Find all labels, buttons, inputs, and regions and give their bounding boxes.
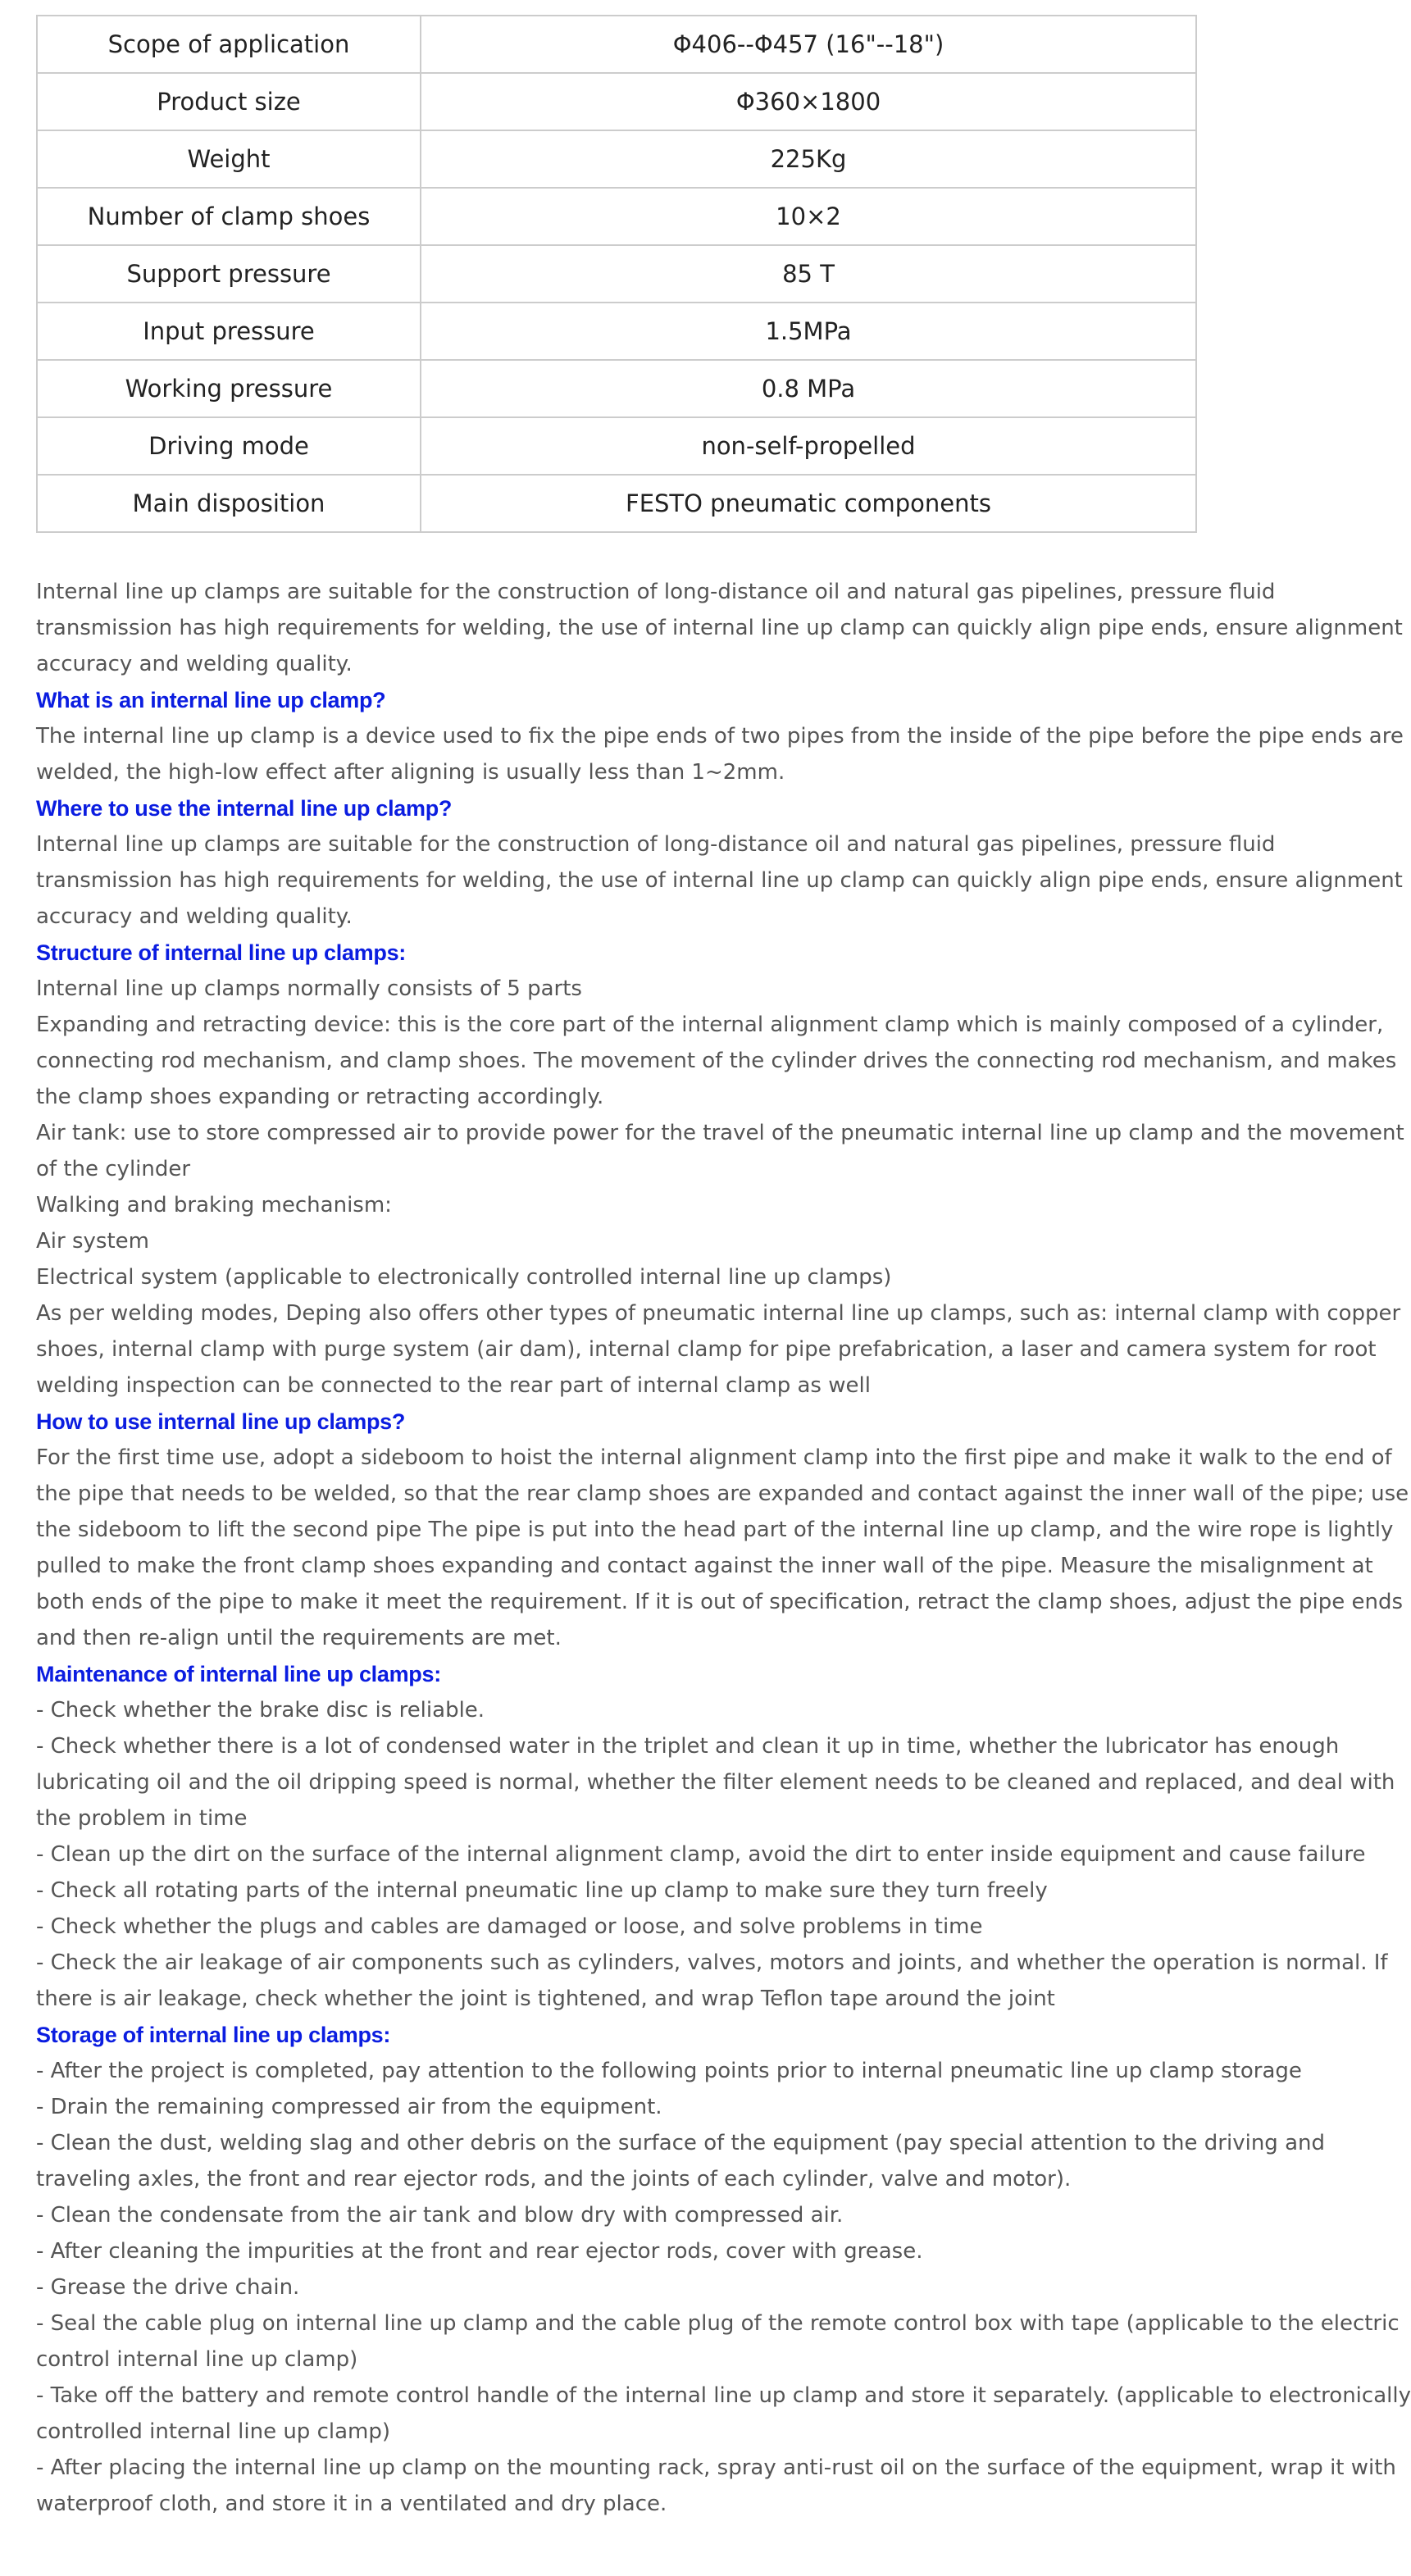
paragraph-line: The internal line up clamp is a device used to fix the pipe ends of two pipes from the inside of the pipe before the pipe ends are: [36, 724, 1404, 749]
paragraph-line: For the first time use, adopt a sideboom to hoist the internal alignment clamp into the first pipe and make it walk to the end of: [36, 1445, 1392, 1470]
spec-value: 225Kg: [421, 130, 1196, 188]
paragraph-line: - Drain the remaining compressed air from the equipment.: [36, 2095, 662, 2119]
spec-row: [37, 475, 1196, 532]
spec-label: Support pressure: [37, 245, 421, 303]
spec-row: [37, 73, 1196, 130]
spec-row: [37, 188, 1196, 245]
article-body: [36, 574, 1411, 2522]
paragraph-line: - After placing the internal line up clamp on the mounting rack, spray anti-rust oil on the surface of the equipment, wrap it with: [36, 2455, 1396, 2480]
paragraph-line: - Check whether the brake disc is reliable.: [36, 1698, 485, 1723]
paragraph-line: transmission has high requirements for welding, the use of internal line up clamp can quickly align pipe ends, ensure alignment: [36, 616, 1403, 640]
spec-value: 0.8 MPa: [421, 360, 1196, 417]
paragraph-line: lubricating oil and the oil dripping speed is normal, whether the filter element needs to be cleaned and replaced, and deal with: [36, 1770, 1395, 1795]
paragraph-line: Electrical system (applicable to electronically controlled internal line up clamps): [36, 1265, 892, 1290]
spec-value: 10×2: [421, 188, 1196, 245]
spec-value: Φ360×1800: [421, 73, 1196, 130]
paragraph-line: Air system: [36, 1229, 149, 1254]
section-heading: Maintenance of internal line up clamps:: [36, 1662, 441, 1686]
spec-row: [37, 130, 1196, 188]
paragraph-line: Air tank: use to store compressed air to provide power for the travel of the pneumatic internal line up clamp and the movement: [36, 1121, 1404, 1145]
spec-row: [37, 417, 1196, 475]
paragraph-line: accuracy and welding quality.: [36, 652, 353, 676]
section-heading: Storage of internal line up clamps:: [36, 2023, 391, 2047]
paragraph-line: the problem in time: [36, 1806, 248, 1831]
paragraph-line: - Clean the dust, welding slag and other debris on the surface of the equipment (pay special attention to the driving and: [36, 2131, 1325, 2155]
paragraph-line: Internal line up clamps are suitable for the construction of long-distance oil and natural gas pipelines, pressure fluid: [36, 832, 1276, 857]
paragraph-line: - Grease the drive chain.: [36, 2275, 300, 2300]
section-heading: What is an internal line up clamp?: [36, 688, 386, 712]
spec-label: Working pressure: [37, 360, 421, 417]
spec-row: [37, 16, 1196, 73]
paragraph-line: the sideboom to lift the second pipe The pipe is put into the head part of the internal line up clamp, and the wire rope is lightly: [36, 1518, 1394, 1542]
spec-table: [36, 15, 1197, 533]
paragraph-line: Expanding and retracting device: this is the core part of the internal alignment clamp which is mainly composed of a cylinder,: [36, 1013, 1384, 1037]
paragraph-line: controlled internal line up clamp): [36, 2419, 390, 2444]
spec-value: FESTO pneumatic components: [421, 475, 1196, 532]
spec-label: Scope of application: [37, 16, 421, 73]
paragraph-line: - Check whether the plugs and cables are damaged or loose, and solve problems in time: [36, 1914, 983, 1939]
paragraph-line: Internal line up clamps are suitable for the construction of long-distance oil and natural gas pipelines, pressure fluid: [36, 580, 1276, 604]
paragraph-line: - After cleaning the impurities at the front and rear ejector rods, cover with grease.: [36, 2239, 923, 2264]
paragraph-line: the pipe that needs to be welded, so that the rear clamp shoes are expanded and contact against the inner wall of the pipe; use: [36, 1481, 1409, 1506]
spec-value: Φ406--Φ457 (16"--18"): [421, 16, 1196, 73]
spec-value: 85 T: [421, 245, 1196, 303]
spec-table-body: [37, 16, 1196, 532]
spec-row: [37, 360, 1196, 417]
spec-row: [37, 303, 1196, 360]
paragraph-line: welded, the high-low effect after aligning is usually less than 1~2mm.: [36, 760, 785, 785]
paragraph-line: traveling axles, the front and rear ejector rods, and the joints of each cylinder, valve and motor).: [36, 2167, 1072, 2191]
spec-label: Weight: [37, 130, 421, 188]
paragraph-line: - Clean the condensate from the air tank and blow dry with compressed air.: [36, 2203, 844, 2228]
paragraph-line: connecting rod mechanism, and clamp shoes. The movement of the cylinder drives the connecting rod mechanism, and makes: [36, 1049, 1397, 1073]
paragraph-line: - Take off the battery and remote control handle of the internal line up clamp and store it separately. (applicable to electronically: [36, 2383, 1411, 2408]
paragraph-line: - Seal the cable plug on internal line up clamp and the cable plug of the remote control box with tape (applicable to the electric: [36, 2311, 1400, 2336]
paragraph-line: there is air leakage, check whether the joint is tightened, and wrap Teflon tape around the joint: [36, 1987, 1055, 2011]
paragraph-line: As per welding modes, Deping also offers other types of pneumatic internal line up clamps, such as: internal clamp with copper: [36, 1301, 1401, 1326]
spec-label: Input pressure: [37, 303, 421, 360]
section-heading: Structure of internal line up clamps:: [36, 940, 406, 965]
spec-label: Driving mode: [37, 417, 421, 475]
paragraph-line: - Check the air leakage of air components such as cylinders, valves, motors and joints, and whether the operation is normal. If: [36, 1950, 1388, 1975]
spec-label: Main disposition: [37, 475, 421, 532]
paragraph-line: of the cylinder: [36, 1157, 191, 1181]
paragraph-line: accuracy and welding quality.: [36, 904, 353, 929]
paragraph-line: pulled to make the front clamp shoes expanding and contact against the inner wall of the pipe. Measure the misalignment at: [36, 1554, 1373, 1578]
paragraph-line: shoes, internal clamp with purge system (air dam), internal clamp for pipe prefabrication, a laser and camera system for root: [36, 1337, 1377, 1362]
paragraph-line: the clamp shoes expanding or retracting accordingly.: [36, 1085, 604, 1109]
paragraph-line: Walking and braking mechanism:: [36, 1193, 392, 1217]
paragraph-line: - After the project is completed, pay attention to the following points prior to internal pneumatic line up clamp storage: [36, 2059, 1302, 2083]
spec-label: Number of clamp shoes: [37, 188, 421, 245]
spec-label: Product size: [37, 73, 421, 130]
section-heading: Where to use the internal line up clamp?: [36, 796, 453, 821]
paragraph-line: both ends of the pipe to make it meet the requirement. If it is out of specification, retract the clamp shoes, adjust the pipe ends: [36, 1590, 1403, 1614]
paragraph-line: - Check whether there is a lot of condensed water in the triplet and clean it up in time, whether the lubricator has enough: [36, 1734, 1340, 1759]
paragraph-line: and then re-align until the requirements are met.: [36, 1626, 562, 1650]
paragraph-line: transmission has high requirements for welding, the use of internal line up clamp can quickly align pipe ends, ensure alignment: [36, 868, 1403, 893]
paragraph-line: control internal line up clamp): [36, 2347, 358, 2372]
paragraph-line: Internal line up clamps normally consists of 5 parts: [36, 976, 582, 1001]
spec-row: [37, 245, 1196, 303]
paragraph-line: - Clean up the dirt on the surface of the internal alignment clamp, avoid the dirt to enter inside equipment and cause failure: [36, 1842, 1366, 1867]
spec-value: 1.5MPa: [421, 303, 1196, 360]
spec-value: non-self-propelled: [421, 417, 1196, 475]
paragraph-line: welding inspection can be connected to the rear part of internal clamp as well: [36, 1373, 871, 1398]
paragraph-line: - Check all rotating parts of the internal pneumatic line up clamp to make sure they turn freely: [36, 1878, 1048, 1903]
section-heading: How to use internal line up clamps?: [36, 1409, 406, 1434]
paragraph-line: waterproof cloth, and store it in a ventilated and dry place.: [36, 2492, 667, 2516]
